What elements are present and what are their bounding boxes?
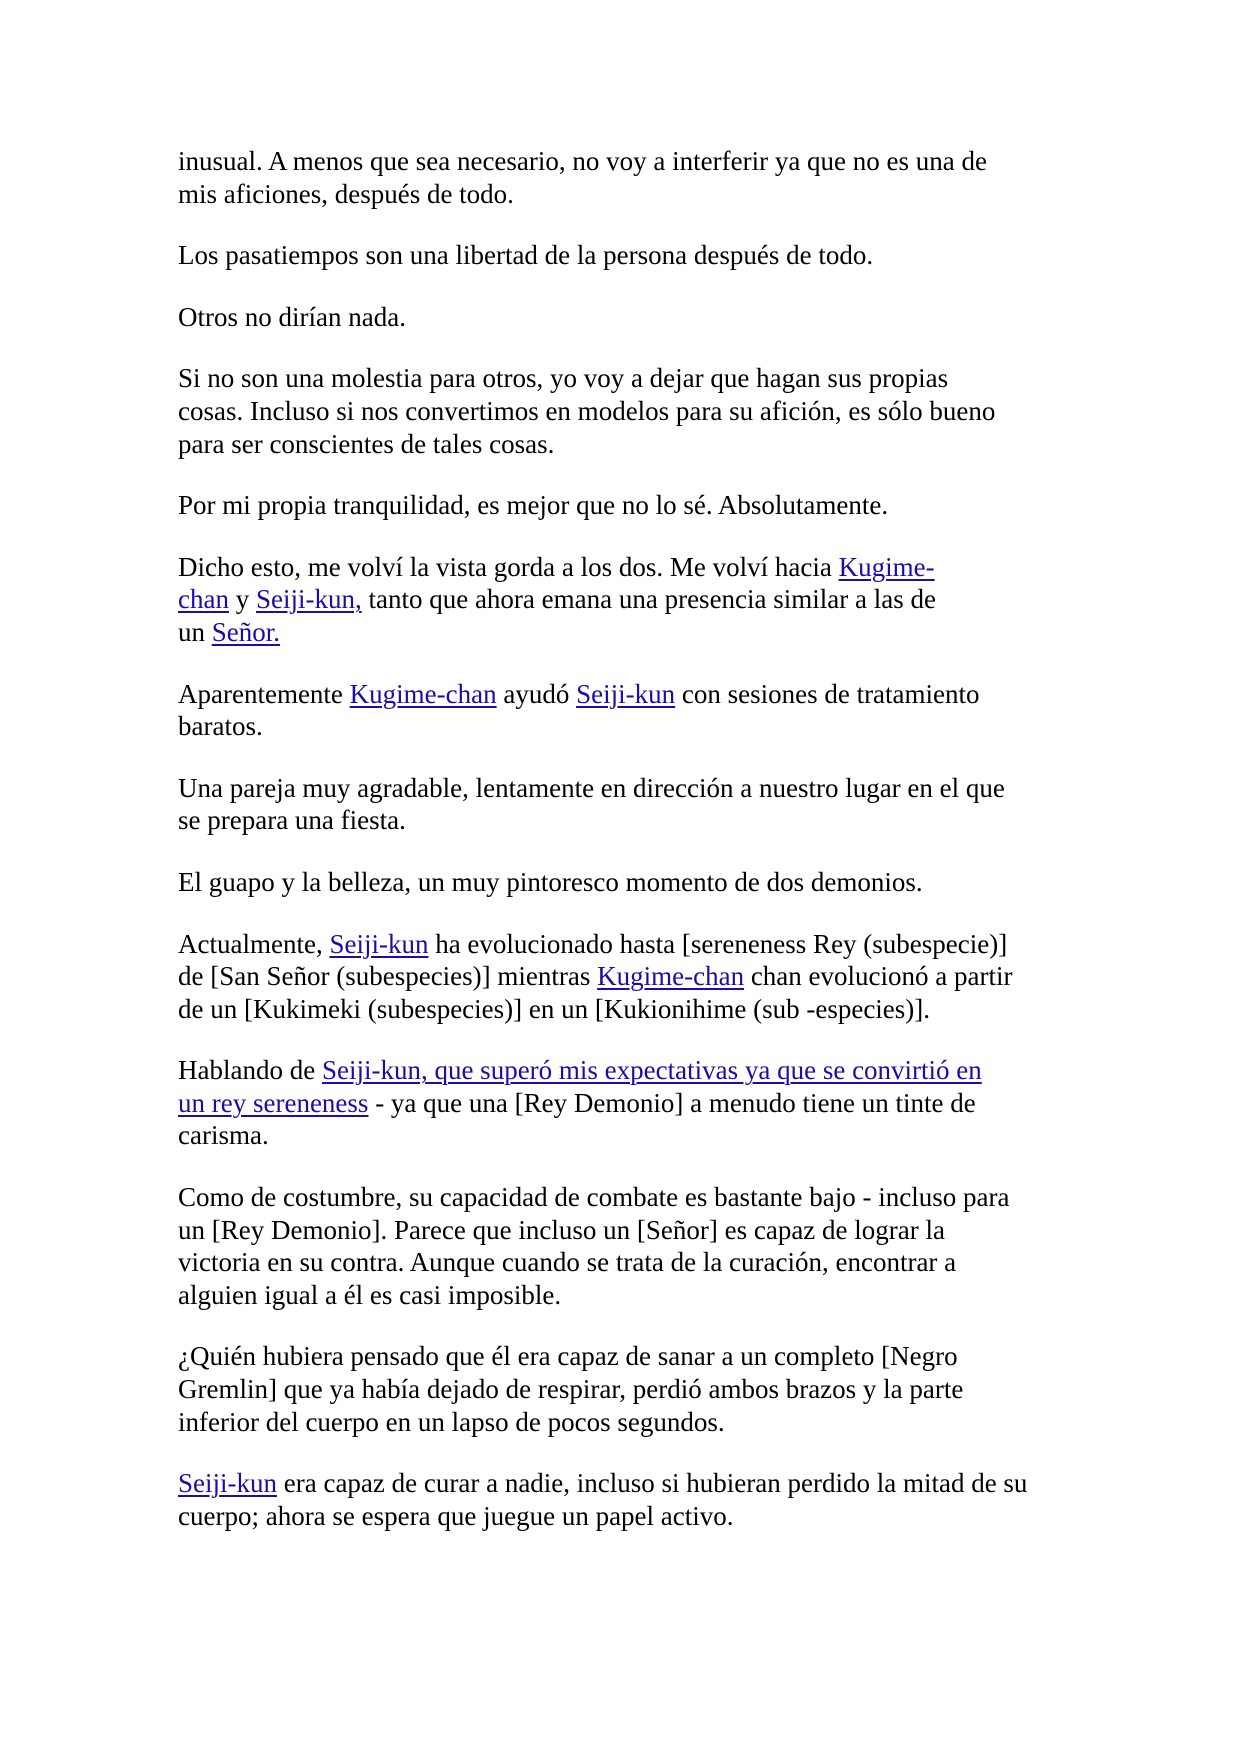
text-segment: cuerpo; ahora se espera que juegue un papel activo.	[178, 1500, 734, 1531]
paragraph	[178, 239, 1078, 272]
text-segment: - ya que una [Rey Demonio] a menudo tiene un tinte de	[368, 1087, 976, 1118]
text-segment: tanto que ahora emana una presencia similar a las de	[361, 584, 936, 615]
text-segment: baratos.	[178, 711, 263, 742]
text-segment: Como de costumbre, su capacidad de combate es bastante bajo - incluso para	[178, 1182, 1010, 1213]
text-segment: Los pasatiempos son una libertad de la persona después de todo.	[178, 240, 874, 271]
text-segment: Por mi propia tranquilidad, es mejor que no lo sé. Absolutamente.	[178, 490, 889, 521]
paragraph	[178, 301, 1078, 334]
text-segment: un	[178, 616, 212, 647]
text-segment: El guapo y la belleza, un muy pintoresco momento de dos demonios.	[178, 866, 923, 897]
text-segment: y	[228, 584, 256, 615]
paragraph	[178, 1340, 1078, 1438]
text-segment: de un [Kukimeki (subespecies)] en un [Kukionihime (sub -especies)].	[178, 993, 931, 1024]
text-segment: cosas. Incluso si nos convertimos en modelos para su afición, es sólo bueno	[178, 395, 996, 426]
text-segment: Una pareja muy agradable, lentamente en dirección a nuestro lugar en el que	[178, 772, 1005, 803]
text-link[interactable]: Seiji-kun	[178, 1468, 277, 1499]
text-segment: con sesiones de tratamiento	[675, 678, 980, 709]
text-segment: Dicho esto, me volví la vista gorda a los dos. Me volví hacia	[178, 551, 839, 582]
text-link[interactable]: Seiji-kun	[329, 928, 429, 959]
paragraph	[178, 551, 1078, 649]
text-segment: Gremlin] que ya había dejado de respirar, perdió ambos brazos y la parte	[178, 1374, 964, 1405]
text-link[interactable]: Señor.	[211, 616, 281, 647]
text-segment: Hablando de	[178, 1055, 322, 1086]
paragraph	[178, 1054, 1078, 1152]
text-segment: Si no son una molestia para otros, yo voy a dejar que hagan sus propias	[178, 363, 949, 394]
text-segment: ha evolucionado hasta [sereneness Rey (subespecie)]	[428, 928, 1008, 959]
paragraph	[178, 489, 1078, 522]
text-segment: inusual. A menos que sea necesario, no voy a interferir ya que no es una de	[178, 146, 987, 176]
text-segment: Aparentemente	[178, 678, 350, 709]
text-segment: ayudó	[496, 678, 577, 709]
text-link[interactable]: Seiji-kun	[576, 678, 676, 709]
paragraph	[178, 678, 1078, 743]
paragraph	[178, 1467, 1078, 1532]
text-segment: victoria en su contra. Aunque cuando se trata de la curación, encontrar a	[178, 1247, 957, 1278]
text-segment: mis aficiones, después de todo.	[178, 178, 514, 209]
text-segment: era capaz de curar a nadie, incluso si hubieran perdido la mitad de su	[277, 1468, 1028, 1499]
text-segment: de [San Señor (subespecies)] mientras	[178, 961, 598, 992]
text-link[interactable]: Seiji-kun, que superó mis expectativas ya que se convirtió en	[321, 1055, 982, 1086]
text-link[interactable]: Kugime-	[838, 551, 935, 582]
text-link[interactable]: Kugime-chan	[597, 961, 745, 992]
paragraph	[178, 928, 1078, 1026]
paragraph	[178, 772, 1078, 837]
text-link[interactable]: Kugime-chan	[349, 678, 497, 709]
paragraph	[178, 362, 1078, 460]
text-link[interactable]: chan	[178, 584, 229, 615]
paragraph	[178, 145, 1078, 210]
paragraph	[178, 866, 1078, 899]
document-page	[178, 145, 1078, 1561]
text-segment: para ser conscientes de tales cosas.	[178, 428, 555, 459]
text-segment: alguien igual a él es casi imposible.	[178, 1279, 562, 1310]
text-segment: Otros no dirían nada.	[178, 301, 406, 332]
text-segment: ¿Quién hubiera pensado que él era capaz de sanar a un completo [Negro	[178, 1341, 958, 1372]
text-segment: se prepara una fiesta.	[178, 805, 406, 836]
paragraph	[178, 1181, 1078, 1311]
text-link[interactable]: Seiji-kun,	[255, 584, 362, 615]
text-segment: un [Rey Demonio]. Parece que incluso un [Señor] es capaz de lograr la	[178, 1214, 945, 1245]
text-segment: inferior del cuerpo en un lapso de pocos segundos.	[178, 1406, 725, 1437]
text-segment: chan evolucionó a partir	[744, 961, 1013, 992]
text-segment: Actualmente,	[178, 928, 330, 959]
text-segment: carisma.	[178, 1120, 269, 1151]
text-link[interactable]: un rey sereneness	[178, 1087, 369, 1118]
